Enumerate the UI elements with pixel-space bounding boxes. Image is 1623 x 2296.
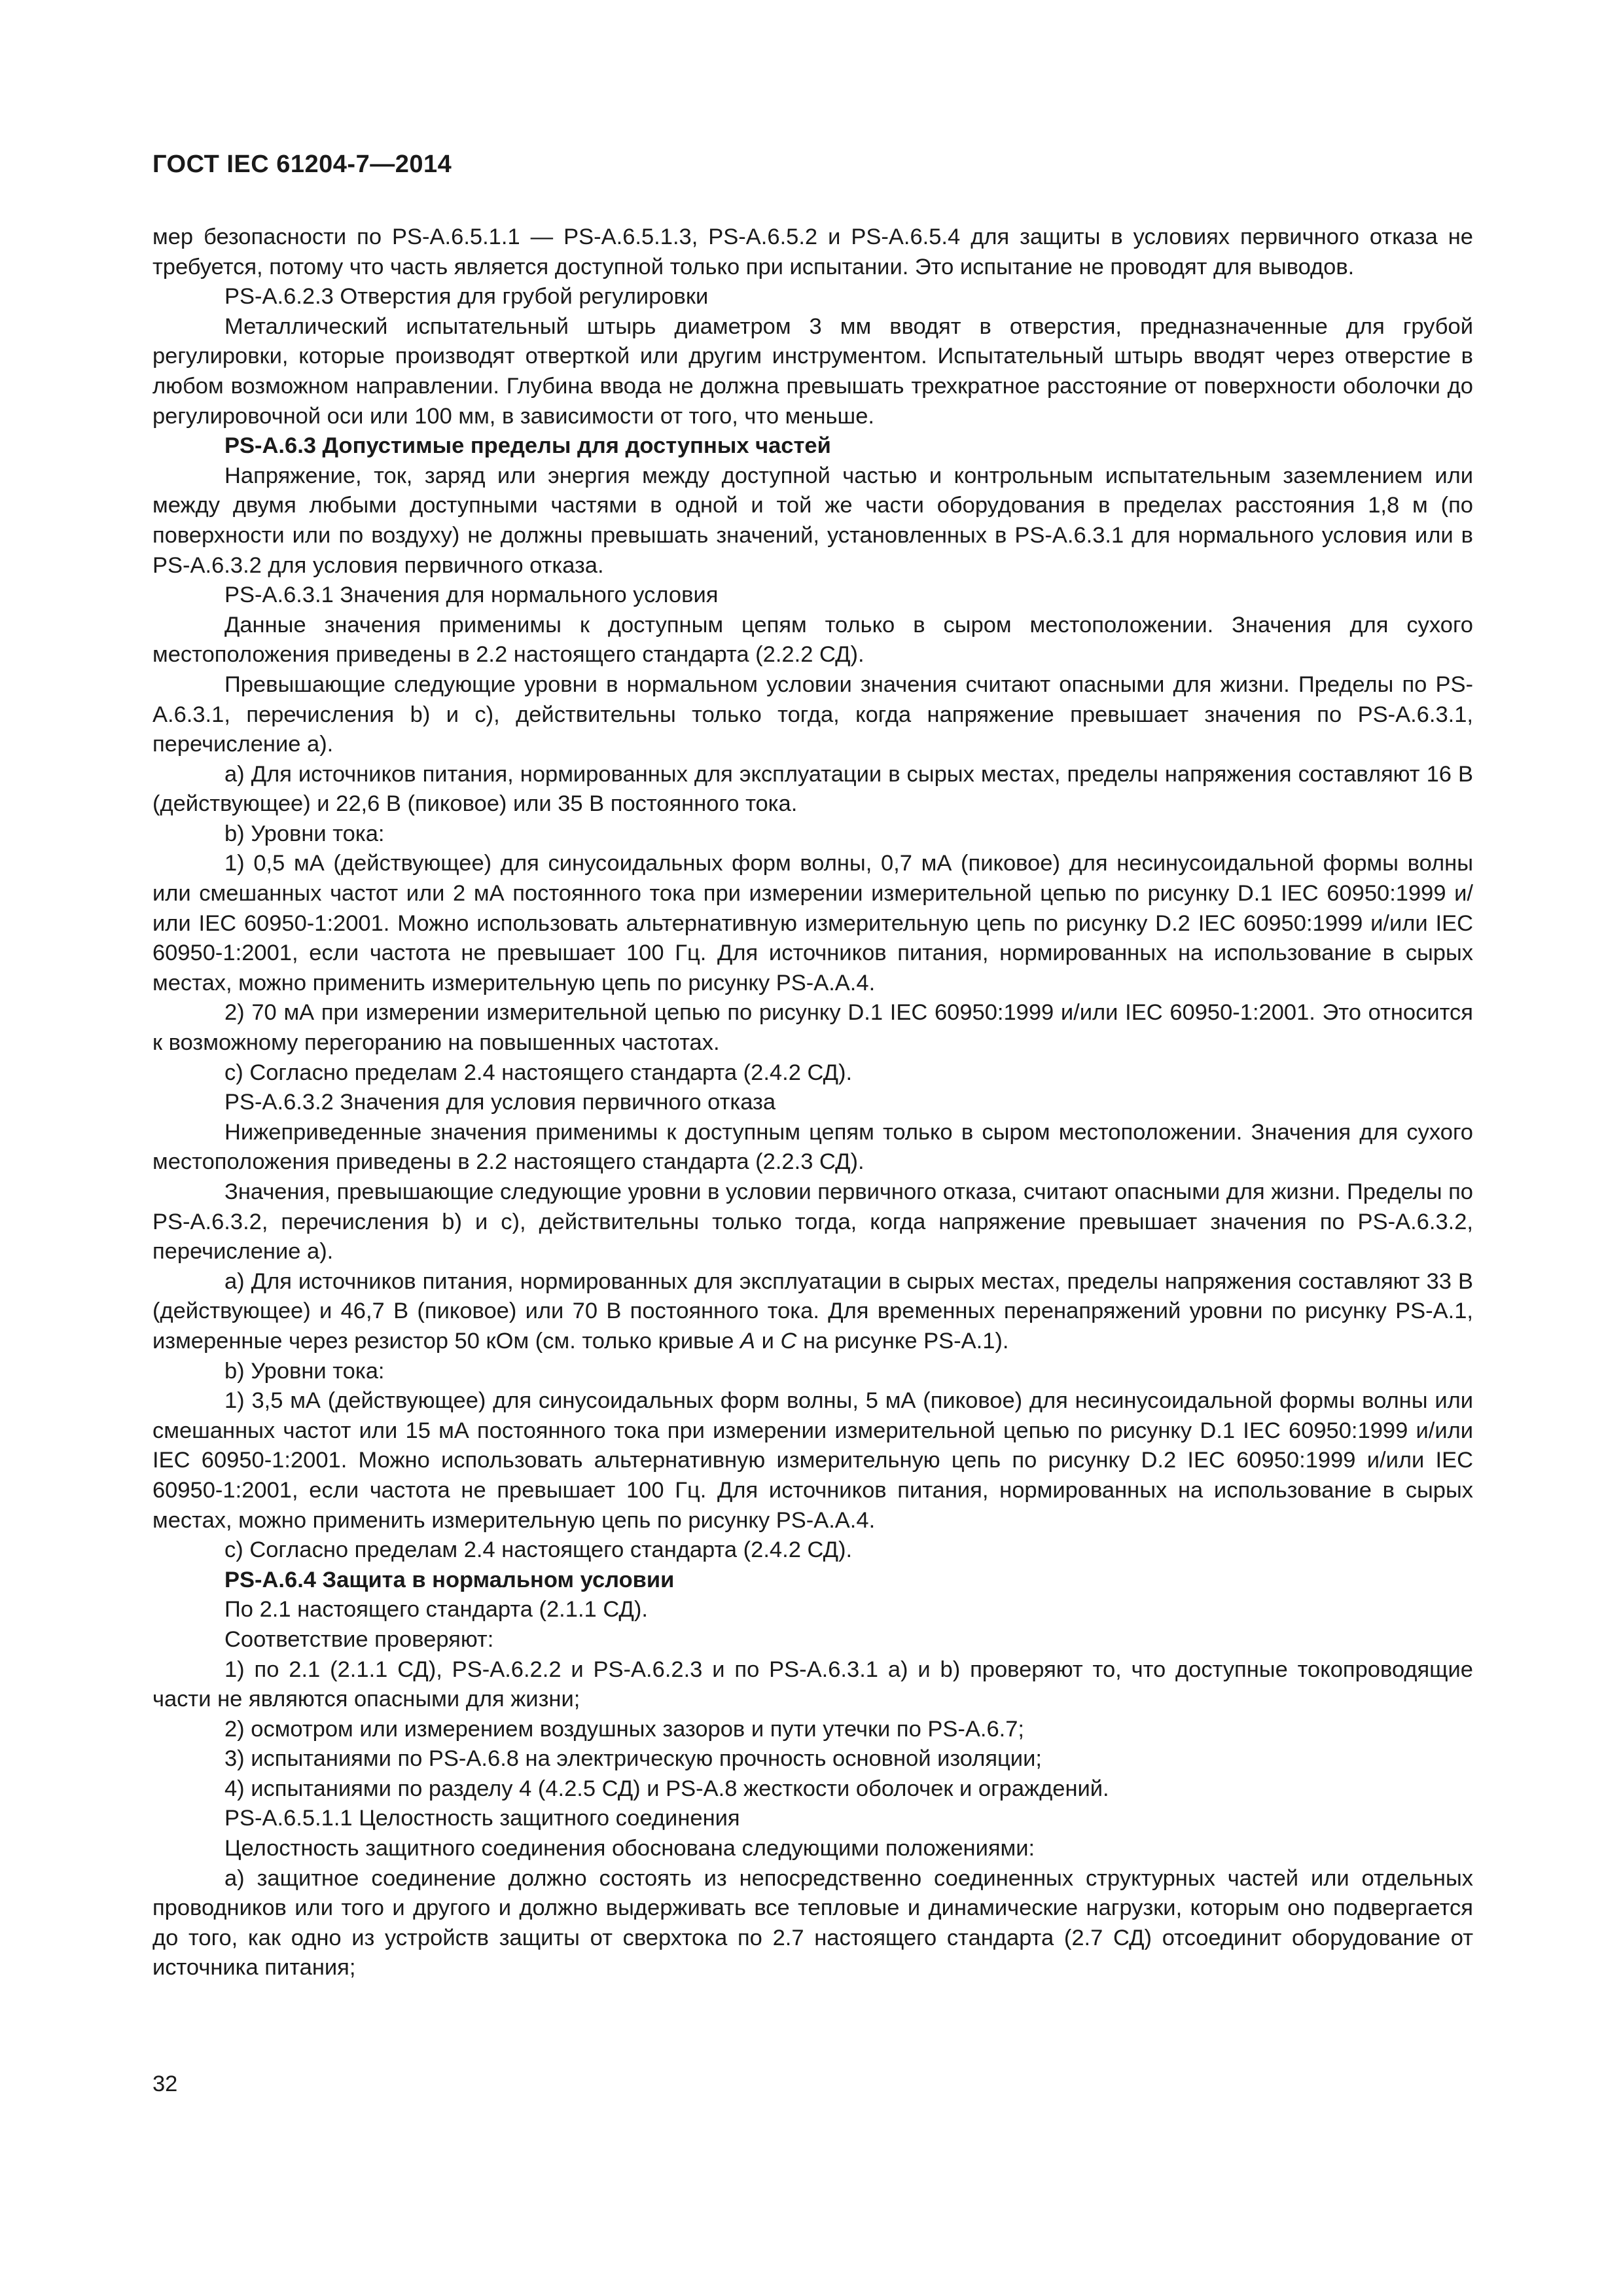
paragraph: Напряжение, ток, заряд или энергия между доступной частью и контрольным испытательным заземлением или между двумя любыми доступными частями в одной и той же части оборудования в пределах расстояния 1,8 м (по поверхности или по воздуху) не должны превышать значений, установленных в PS-A.6.3.1 для нормального условия или в PS-A.6.3.2 для условия первичного отказа. — [152, 463, 1473, 578]
curve-c-label: C — [780, 1328, 797, 1354]
paragraph: PS-A.6.3.2 Значения для условия первичного отказа — [224, 1090, 776, 1115]
section-heading: PS-A.6.4 Защита в нормальном условии — [224, 1567, 675, 1592]
paragraph: 1) 3,5 мА (действующее) для синусоидальных форм волны, 5 мА (пиковое) для несинусоидальной формы волны или смешанных частот или 15 мА постоянного тока при измерении измерительной цепью по рисунку D.1 IEC 60950:1999 и/или IEC 60950-1:2001. Можно использовать альтернативную измерительную цепь по рисунку D.2 IEC 60950:1999 и/или IEC 60950-1:2001, если частота не превышает 100 Гц. Для источников питания, нормированных на использование в сырых местах, можно применить измерительную цепь по рисунку PS-A.A.4. — [152, 1388, 1473, 1533]
paragraph: Целостность защитного соединения обоснована следующими положениями: — [224, 1836, 1035, 1861]
paragraph: PS-A.6.5.1.1 Целостность защитного соединения — [224, 1806, 740, 1831]
paragraph: 3) испытаниями по PS-A.6.8 на электрическую прочность основной изоляции; — [224, 1746, 1042, 1772]
paragraph: Металлический испытательный штырь диаметром 3 мм вводят в отверстия, предназначенные для грубой регулировки, которые производят отверткой или другим инструментом. Испытательный штырь вводят через отверстие в любом возможном направлении. Глубина ввода не должна превышать трехкратное расстояние от поверхности оболочки до регулировочной оси или 100 мм, в зависимости от того, что меньше. — [152, 314, 1473, 429]
paragraph-text: на рисунке PS-A.1). — [796, 1328, 1009, 1354]
paragraph: Соответствие проверяют: — [224, 1626, 494, 1652]
document-header: ГОСТ IEC 61204-7—2014 — [152, 151, 452, 178]
curve-a-label: A — [740, 1328, 756, 1354]
paragraph: мер безопасности по PS-A.6.5.1.1 — PS-A.6.5.1.3, PS-A.6.5.2 и PS-A.6.5.4 для защиты в условиях первичного отказа не требуется, потому что часть является доступной только при испытании. Это испытание не проводят для выводов. — [152, 224, 1473, 279]
paragraph: 1) 0,5 мА (действующее) для синусоидальных форм волны, 0,7 мА (пиковое) для несинусоидальной формы волны или смешанных частот или 2 мА постоянного тока при измерении измерительной цепью по рисунку D.1 IEC 60950:1999 и/или IEC 60950-1:2001. Можно использовать альтернативную измерительную цепь по рисунку D.2 IEC 60950:1999 и/или IEC 60950-1:2001, если частота не превышает 100 Гц. Для источников питания, нормированных на использование в сырых местах, можно применить измерительную цепь по рисунку PS-A.A.4. — [152, 851, 1473, 996]
paragraph: Нижеприведенные значения применимы к доступным цепям только в сыром местоположении. Значения для сухого местоположения приведены в 2.2 настоящего стандарта (2.2.3 СД). — [152, 1119, 1473, 1175]
paragraph: c) Согласно пределам 2.4 настоящего стандарта (2.4.2 СД). — [224, 1060, 853, 1085]
paragraph: Превышающие следующие уровни в нормальном условии значения считают опасными для жизни. Пределы по PS-A.6.3.1, перечисления b) и c), действительны только тогда, когда напряжение превышает значения по PS-A.6.3.1, перечисление a). — [152, 672, 1473, 757]
paragraph: 2) осмотром или измерением воздушных зазоров и пути утечки по PS-A.6.7; — [224, 1716, 1025, 1742]
paragraph: По 2.1 настоящего стандарта (2.1.1 СД). — [224, 1597, 648, 1623]
paragraph: Значения, превышающие следующие уровни в условии первичного отказа, считают опасными для жизни. Пределы по PS-A.6.3.2, перечисления b) и c), действительны только тогда, когда напряжение превышает значения по PS-A.6.3.2, перечисление a). — [152, 1179, 1473, 1265]
paragraph: Данные значения применимы к доступным цепям только в сыром местоположении. Значения для сухого местоположения приведены в 2.2 настоящего стандарта (2.2.2 СД). — [152, 612, 1473, 668]
paragraph: 2) 70 мА при измерении измерительной цепью по рисунку D.1 IEC 60950:1999 и/или IEC 60950-1:2001. Это относится к возможному перегоранию на повышенных частотах. — [152, 1000, 1473, 1056]
paragraph: b) Уровни тока: — [224, 821, 385, 846]
paragraph: 1) по 2.1 (2.1.1 СД), PS-A.6.2.2 и PS-A.6.2.3 и по PS-A.6.3.1 a) и b) проверяют то, что доступные токопроводящие части не являются опасными для жизни; — [152, 1657, 1473, 1712]
paragraph: PS-A.6.3.1 Значения для нормального условия — [224, 583, 719, 608]
paragraph: a) защитное соединение должно состоять из непосредственно соединенных структурных частей или отдельных проводников или того и другого и должно выдерживать все тепловые и динамические нагрузки, которым оно подвергается до того, как одно из устройств защиты от сверхтока по 2.7 настоящего стандарта (2.7 СД) отсоединит оборудование от источника питания; — [152, 1865, 1473, 1981]
paragraph: a) Для источников питания, нормированных для эксплуатации в сырых местах, пределы напряжения составляют 16 В (действующее) и 22,6 В (пиковое) или 35 В постоянного тока. — [152, 761, 1473, 817]
section-heading: PS-A.6.3 Допустимые пределы для доступных частей — [224, 433, 831, 459]
paragraph: b) Уровни тока: — [224, 1358, 385, 1384]
paragraph: PS-A.6.2.3 Отверстия для грубой регулировки — [224, 284, 709, 310]
paragraph-text: a) Для источников питания, нормированных для эксплуатации в сырых местах, пределы напряжения составляют 33 В (действующее) и 46,7 В (пиковое) или 70 В постоянного тока. Для временных перенапряжений уровни по рисунку PS-A.1, измеренные через резистор 50 кОм (см. только кривые — [152, 1268, 1473, 1354]
paragraph-text: и — [755, 1328, 781, 1354]
document-body — [152, 223, 1473, 1983]
paragraph: c) Согласно пределам 2.4 настоящего стандарта (2.4.2 СД). — [224, 1537, 853, 1563]
paragraph: 4) испытаниями по разделу 4 (4.2.5 СД) и PS-A.8 жесткости оболочек и ограждений. — [224, 1776, 1109, 1801]
paragraph — [152, 1267, 1473, 1357]
page-number: 32 — [152, 2072, 178, 2096]
